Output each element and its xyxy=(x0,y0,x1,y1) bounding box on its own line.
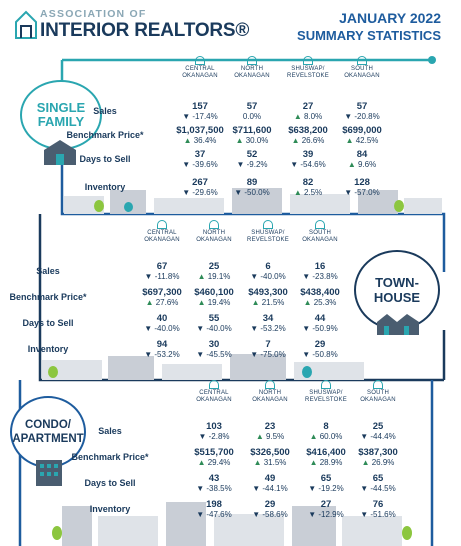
arrow-up-icon: ▲ xyxy=(183,136,194,145)
stat-value: 76 xyxy=(372,499,384,510)
change-percent: 26.9% xyxy=(371,458,395,467)
arrow-down-icon: ▼ xyxy=(252,510,263,519)
arrow-up-icon: ▲ xyxy=(347,160,358,169)
arrow-down-icon: ▼ xyxy=(344,188,355,197)
row-label: Benchmark Price* xyxy=(71,452,149,462)
stat-value: 25 xyxy=(372,421,384,432)
stat-change xyxy=(298,458,354,467)
change-percent: -53.2% xyxy=(154,350,180,359)
stat-change xyxy=(186,350,242,359)
stat-change xyxy=(240,350,296,359)
stat-value: 40 xyxy=(156,313,168,324)
arrow-down-icon: ▼ xyxy=(308,510,319,519)
stat-value: 27 xyxy=(302,101,314,112)
stat-value: $438,400 xyxy=(300,287,340,298)
stat-value: 84 xyxy=(356,149,368,160)
arrow-up-icon: ▲ xyxy=(361,458,372,467)
stat-change xyxy=(240,324,296,333)
column-header-region: NORTH OKANAGAN xyxy=(252,390,288,403)
change-percent: -54.6% xyxy=(300,160,326,169)
column-header-region: SOUTH OKANAGAN xyxy=(302,230,338,243)
stat-value: 157 xyxy=(192,101,208,112)
region-icon xyxy=(373,380,383,389)
arrow-up-icon: ▲ xyxy=(303,298,314,307)
stat-value: 29 xyxy=(314,339,326,350)
stat-change xyxy=(350,458,406,467)
arrow-up-icon: ▲ xyxy=(309,458,320,467)
stat-change xyxy=(280,112,336,121)
stat-value: $460,100 xyxy=(194,287,234,298)
row-label: Days to Sell xyxy=(79,154,131,164)
arrow-up-icon: ▲ xyxy=(235,136,246,145)
change-percent: 28.9% xyxy=(319,458,343,467)
row-label: Days to Sell xyxy=(84,478,136,488)
stat-value: 55 xyxy=(208,313,220,324)
change-percent: 19.1% xyxy=(207,272,231,281)
stat-value: $515,700 xyxy=(194,447,234,458)
stat-value: 67 xyxy=(156,261,168,272)
change-percent: 9.6% xyxy=(357,160,377,169)
region-icon xyxy=(209,220,219,229)
stat-change xyxy=(186,324,242,333)
row-label: Benchmark Price* xyxy=(9,292,87,302)
region-icon xyxy=(195,56,205,65)
stat-change xyxy=(186,298,242,307)
arrow-down-icon: ▼ xyxy=(302,350,313,359)
arrow-down-icon: ▼ xyxy=(290,160,301,169)
arrow-up-icon: ▲ xyxy=(255,432,266,441)
column-header-region: CENTRAL OKANAGAN xyxy=(144,230,180,243)
change-percent: 25.3% xyxy=(313,298,337,307)
arrow-down-icon: ▼ xyxy=(344,112,355,121)
stat-change xyxy=(292,298,348,307)
change-percent: -57.0% xyxy=(354,188,380,197)
stat-change xyxy=(134,272,190,281)
stat-value: 57 xyxy=(246,101,258,112)
stat-value: 57 xyxy=(356,101,368,112)
stat-value: 43 xyxy=(208,473,220,484)
change-percent: 26.6% xyxy=(301,136,325,145)
change-percent: -40.0% xyxy=(206,324,232,333)
change-percent: -29.6% xyxy=(192,188,218,197)
arrow-up-icon: ▲ xyxy=(293,188,304,197)
change-percent: 31.5% xyxy=(263,458,287,467)
stat-value: 23 xyxy=(264,421,276,432)
report-subtitle: SUMMARY STATISTICS xyxy=(297,28,441,43)
stat-value: 65 xyxy=(320,473,332,484)
stat-change xyxy=(242,458,298,467)
stat-change xyxy=(298,484,354,493)
section-title-line: SINGLE xyxy=(36,100,86,115)
stat-value: 82 xyxy=(302,177,314,188)
stat-change xyxy=(172,112,228,121)
arrow-down-icon: ▼ xyxy=(250,324,261,333)
row-label: Inventory xyxy=(27,344,69,354)
arrow-up-icon: ▲ xyxy=(291,136,302,145)
stat-value: $416,400 xyxy=(306,447,346,458)
row-label: Sales xyxy=(93,106,117,116)
stat-change xyxy=(280,188,336,197)
stat-change xyxy=(186,484,242,493)
change-percent: -47.6% xyxy=(206,510,232,519)
change-percent: -40.0% xyxy=(260,272,286,281)
stat-value: 65 xyxy=(372,473,384,484)
stat-value: 89 xyxy=(246,177,258,188)
change-percent: 0.0% xyxy=(242,112,262,121)
arrow-down-icon: ▼ xyxy=(198,432,209,441)
change-percent: -51.6% xyxy=(370,510,396,519)
stat-value: $711,600 xyxy=(232,125,272,136)
stat-value: 7 xyxy=(265,339,271,350)
arrow-down-icon: ▼ xyxy=(250,272,261,281)
arrow-up-icon: ▲ xyxy=(293,112,304,121)
stat-change xyxy=(224,112,280,121)
stat-value: 267 xyxy=(192,177,208,188)
stat-change xyxy=(240,272,296,281)
column-header-region: SHUSWAP/ REVELSTOKE xyxy=(247,230,289,243)
change-percent: 19.4% xyxy=(207,298,231,307)
change-percent: 2.5% xyxy=(303,188,323,197)
change-percent: -58.6% xyxy=(262,510,288,519)
stat-change xyxy=(134,324,190,333)
arrow-down-icon: ▼ xyxy=(360,510,371,519)
stat-change xyxy=(334,160,390,169)
arrow-down-icon: ▼ xyxy=(234,188,245,197)
arrow-down-icon: ▼ xyxy=(196,484,207,493)
stat-change xyxy=(292,272,348,281)
stat-change xyxy=(298,432,354,441)
stat-value: $697,300 xyxy=(142,287,182,298)
change-percent: -44.5% xyxy=(370,484,396,493)
stat-value: 103 xyxy=(206,421,222,432)
stat-change xyxy=(334,136,390,145)
townhouse-icon xyxy=(376,312,420,336)
org-name-line1: ASSOCIATION OF xyxy=(40,8,147,20)
stat-value: 49 xyxy=(264,473,276,484)
column-header-region: CENTRAL OKANAGAN xyxy=(196,390,232,403)
change-percent: 21.5% xyxy=(261,298,285,307)
section-title-line: FAMILY xyxy=(37,114,85,129)
column-header-region: SOUTH OKANAGAN xyxy=(360,390,396,403)
stat-change xyxy=(134,350,190,359)
change-percent: -19.2% xyxy=(318,484,344,493)
stat-value: $638,200 xyxy=(288,125,328,136)
change-percent: 30.0% xyxy=(245,136,269,145)
stat-value: $387,300 xyxy=(358,447,398,458)
stat-value: 34 xyxy=(262,313,274,324)
column-header-region: NORTH OKANAGAN xyxy=(196,230,232,243)
row-label: Inventory xyxy=(89,504,131,514)
stat-value: 16 xyxy=(314,261,326,272)
arrow-down-icon: ▼ xyxy=(182,112,193,121)
region-icon xyxy=(321,380,331,389)
arrow-down-icon: ▼ xyxy=(182,160,193,169)
section-title-line: HOUSE xyxy=(373,290,421,305)
change-percent: -75.0% xyxy=(260,350,286,359)
change-percent: 36.4% xyxy=(193,136,217,145)
arrow-up-icon: ▲ xyxy=(197,458,208,467)
stat-change xyxy=(240,298,296,307)
stat-change xyxy=(186,432,242,441)
stat-change xyxy=(334,188,390,197)
arrow-down-icon: ▼ xyxy=(196,324,207,333)
section-title-line: CONDO/ xyxy=(25,419,71,431)
stat-change xyxy=(280,136,336,145)
stat-change xyxy=(242,432,298,441)
stat-change xyxy=(280,160,336,169)
change-percent: 42.5% xyxy=(355,136,379,145)
change-percent: -44.1% xyxy=(262,484,288,493)
change-percent: 60.0% xyxy=(319,432,343,441)
apartment-building-icon xyxy=(34,456,64,486)
change-percent: 29.4% xyxy=(207,458,231,467)
change-percent: -11.8% xyxy=(154,272,180,281)
arrow-up-icon: ▲ xyxy=(197,298,208,307)
stat-value: 8 xyxy=(323,421,329,432)
arrow-up-icon: ▲ xyxy=(345,136,356,145)
stat-change xyxy=(172,188,228,197)
stat-value: 94 xyxy=(156,339,168,350)
arrow-up-icon: ▲ xyxy=(251,298,262,307)
change-percent: -50.8% xyxy=(312,350,338,359)
stat-value: 39 xyxy=(302,149,314,160)
stat-value: 6 xyxy=(265,261,271,272)
change-percent: 8.0% xyxy=(303,112,323,121)
region-icon xyxy=(315,220,325,229)
arrow-up-icon: ▲ xyxy=(197,272,208,281)
arrow-up-icon: ▲ xyxy=(145,298,156,307)
stat-value: 25 xyxy=(208,261,220,272)
change-percent: -50.0% xyxy=(244,188,270,197)
arrow-down-icon: ▼ xyxy=(144,350,155,359)
stat-change xyxy=(298,510,354,519)
arrow-down-icon: ▼ xyxy=(302,272,313,281)
column-header-region: SOUTH OKANAGAN xyxy=(344,66,380,79)
change-percent: -44.4% xyxy=(370,432,396,441)
change-percent: -53.2% xyxy=(260,324,286,333)
change-percent: -23.8% xyxy=(312,272,338,281)
arrow-down-icon: ▼ xyxy=(196,350,207,359)
stat-value: 29 xyxy=(264,499,276,510)
arrow-down-icon: ▼ xyxy=(252,484,263,493)
section-title-line: TOWN- xyxy=(375,275,419,290)
column-header-region: CENTRAL OKANAGAN xyxy=(182,66,218,79)
change-percent: 9.5% xyxy=(265,432,285,441)
row-label: Days to Sell xyxy=(22,318,74,328)
change-percent: -40.0% xyxy=(154,324,180,333)
region-icon xyxy=(157,220,167,229)
stat-change xyxy=(334,112,390,121)
stat-change xyxy=(292,350,348,359)
stat-value: $1,037,500 xyxy=(176,125,224,136)
arrow-down-icon: ▼ xyxy=(360,484,371,493)
arrow-down-icon: ▼ xyxy=(250,350,261,359)
region-icon xyxy=(263,220,273,229)
region-icon xyxy=(357,56,367,65)
change-percent: -50.9% xyxy=(312,324,338,333)
region-icon xyxy=(265,380,275,389)
region-icon xyxy=(247,56,257,65)
stat-change xyxy=(186,510,242,519)
arrow-down-icon: ▼ xyxy=(182,188,193,197)
report-month: JANUARY 2022 xyxy=(339,10,441,26)
change-percent: -12.9% xyxy=(318,510,344,519)
stat-change xyxy=(186,272,242,281)
row-label: Sales xyxy=(36,266,60,276)
column-header-region: SHUSWAP/ REVELSTOKE xyxy=(287,66,329,79)
arrow-down-icon: ▼ xyxy=(308,484,319,493)
change-percent: -20.8% xyxy=(354,112,380,121)
change-percent: -2.8% xyxy=(208,432,230,441)
stat-change xyxy=(186,458,242,467)
stat-value: 52 xyxy=(246,149,258,160)
stat-change xyxy=(350,510,406,519)
arrow-up-icon: ▲ xyxy=(309,432,320,441)
arrow-up-icon: ▲ xyxy=(253,458,264,467)
row-label: Inventory xyxy=(84,182,126,192)
stat-value: $493,300 xyxy=(248,287,288,298)
stat-value: $699,000 xyxy=(342,125,382,136)
change-percent: -45.5% xyxy=(206,350,232,359)
column-header-region: NORTH OKANAGAN xyxy=(234,66,270,79)
stat-change xyxy=(224,136,280,145)
stat-change xyxy=(172,160,228,169)
stat-value: $326,500 xyxy=(250,447,290,458)
stat-change xyxy=(224,160,280,169)
arrow-down-icon: ▼ xyxy=(144,324,155,333)
region-icon xyxy=(303,56,313,65)
stat-change xyxy=(350,432,406,441)
change-percent: -17.4% xyxy=(192,112,218,121)
change-percent: -9.2% xyxy=(246,160,268,169)
stat-change xyxy=(242,484,298,493)
region-icon xyxy=(209,380,219,389)
arrow-down-icon: ▼ xyxy=(196,510,207,519)
stat-value: 30 xyxy=(208,339,220,350)
change-percent: -38.5% xyxy=(206,484,232,493)
stat-value: 37 xyxy=(194,149,206,160)
stat-value: 128 xyxy=(354,177,370,188)
arrow-down-icon: ▼ xyxy=(236,160,247,169)
stat-value: 44 xyxy=(314,313,326,324)
stat-change xyxy=(224,188,280,197)
arrow-down-icon: ▼ xyxy=(360,432,371,441)
stat-change xyxy=(350,484,406,493)
section-title-line: APARTMENT xyxy=(12,433,84,445)
row-label: Benchmark Price* xyxy=(66,130,144,140)
change-percent: -39.6% xyxy=(192,160,218,169)
row-label: Sales xyxy=(98,426,122,436)
stat-change xyxy=(134,298,190,307)
stat-value: 27 xyxy=(320,499,332,510)
change-percent: 27.6% xyxy=(155,298,179,307)
org-name-line2: INTERIOR REALTORS® xyxy=(40,20,250,41)
stat-change xyxy=(292,324,348,333)
stat-change xyxy=(242,510,298,519)
column-header-region: SHUSWAP/ REVELSTOKE xyxy=(305,390,347,403)
stat-change xyxy=(172,136,228,145)
arrow-down-icon: ▼ xyxy=(144,272,155,281)
stat-value: 198 xyxy=(206,499,222,510)
arrow-down-icon: ▼ xyxy=(302,324,313,333)
